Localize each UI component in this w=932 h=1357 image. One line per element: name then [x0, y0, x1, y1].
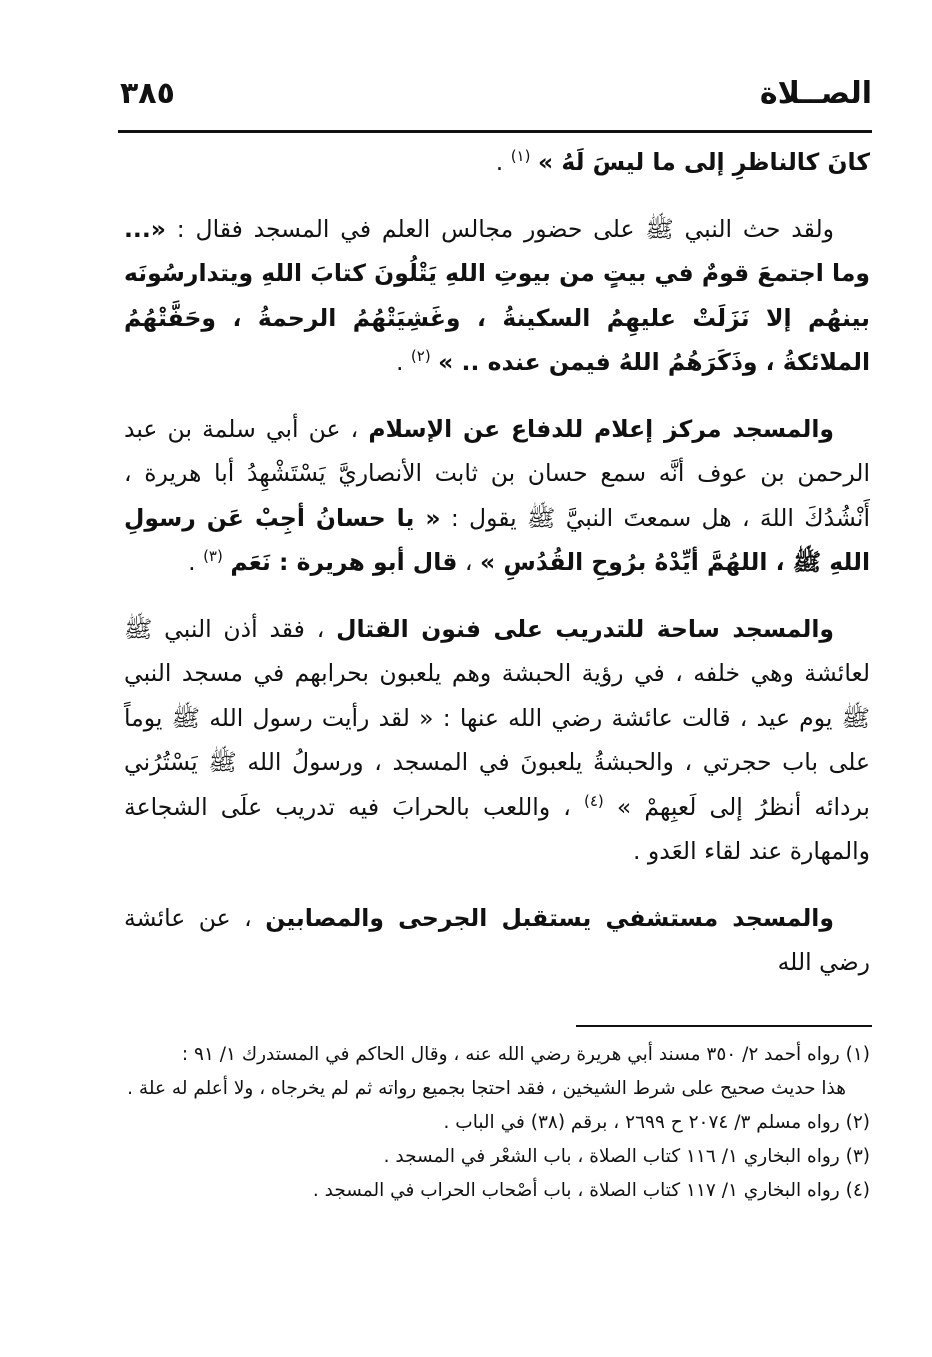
footnote-divider: [576, 1025, 872, 1027]
hadith-ending: كانَ كالناظرِ إلى ما ليسَ لَهُ »: [537, 148, 870, 176]
paragraph-2: [124, 207, 870, 385]
footnote-4: (٤) رواه البخاري ١/ ١١٧ كتاب الصلاة ، باب أصْحاب الحراب في المسجد .: [312, 1180, 870, 1201]
paragraph-1-end: .: [495, 148, 504, 176]
paragraph-3-separator: ،: [464, 548, 473, 576]
footnote-1-continuation: هذا حديث صحيح على شرط الشيخين ، فقد احتجا بجميع رواته ثم لم يخرجاه ، ولا أعلم له علة .: [127, 1078, 846, 1099]
paragraph-5-text: ، عن عائشة رضي الله: [124, 903, 870, 976]
section-lead-hospital: والمسجد مستشفي يستقبل الجرحى والمصابين: [265, 903, 834, 932]
paragraph-4-text: ، فقد أذن النبي ﷺ لعائشة وهي خلفه ، في رؤية الحبشة وهم يلعبون بحرابهم في مسجد النبي ﷺ يوم عيد ، قالت عائشة رضي الله عنها : « لقد رأيت رسول الله ﷺ يوماً على باب حجرتي ، والحبشةُ يلعبونَ في المسجد ، ورسولُ الله ﷺ يَسْتُرُني بردائه أنظرُ إلى لَعبِهمْ »: [124, 614, 870, 821]
footnote-1: (١) رواه أحمد ٢/ ٣٥٠ مسند أبي هريرة رضي الله عنه ، وقال الحاكم في المستدرك ١/ ٩١ :: [181, 1044, 870, 1065]
footnote-ref-4: (٤): [583, 791, 604, 810]
page-number: ٣٨٥: [120, 76, 175, 111]
abu-hurayra-answer: قال أبو هريرة : نَعَم: [230, 548, 458, 576]
paragraph-5: [124, 896, 870, 985]
footnote-ref-1: (١): [510, 147, 531, 166]
footnote-3: (٣) رواه البخاري ١/ ١١٦ كتاب الصلاة ، باب الشعْر في المسجد .: [383, 1146, 870, 1167]
footnote-ref-2: (٢): [410, 347, 431, 366]
paragraph-3-text: ، عن أبي سلمة بن عبد الرحمن بن عوف أنَّه سمع حسان بن ثابت الأنصاريَّ يَسْتَشْهِدُ أبا هريرة ، أَنْشُدُكَ اللهَ ، هل سمعتَ النبيَّ ﷺ يقول :: [124, 414, 870, 532]
paragraph-2-end: .: [395, 348, 404, 376]
section-lead-training: والمسجد ساحة للتدريب على فنون القتال: [336, 614, 834, 643]
paragraph-3: [124, 407, 870, 585]
footnote-ref-3: (٣): [203, 547, 223, 566]
hadith-quote-gathering: «... وما اجتمعَ قومٌ في بيتٍ من بيوتِ اللهِ يَتْلُونَ كتابَ اللهِ ويتدارسُونَه بينهُم إلا نَزَلَتْ عليهِمُ السكينةُ ، وغَشِيَتْهُمُ الرحمةُ ، وحَفَّتْهُمُ الملائكةُ ، وذَكَرَهُمُ اللهُ فيمن عنده .. »: [124, 214, 870, 376]
paragraph-1: [124, 140, 870, 185]
page-header: [120, 70, 872, 132]
chapter-title: الصــلاة: [759, 76, 872, 111]
paragraph-4-end: ، واللعب بالحرابَ فيه تدريب علَى الشجاعة والمهارة عند لقاء العَدو .: [124, 792, 870, 865]
header-divider: [118, 130, 872, 133]
main-text: [124, 140, 870, 985]
footnotes: [124, 1038, 870, 1208]
paragraph-4: [124, 607, 870, 874]
section-lead-media: والمسجد مركز إعلام للدفاع عن الإسلام: [368, 414, 834, 443]
paragraph-2-intro: ولقد حث النبي ﷺ على حضور مجالس العلم في المسجد فقال :: [176, 214, 834, 243]
hadith-quote-hassan: « يا حسانُ أجِبْ عَن رسولِ اللهِ ﷺ ، اللهُمَّ أيِّدْهُ برُوحِ القُدُسِ »: [124, 503, 870, 576]
paragraph-3-end: .: [188, 548, 196, 576]
footnote-2: (٢) رواه مسلم ٣/ ٢٠٧٤ ح ٢٦٩٩ ، برقم (٣٨) في الباب .: [443, 1112, 870, 1133]
